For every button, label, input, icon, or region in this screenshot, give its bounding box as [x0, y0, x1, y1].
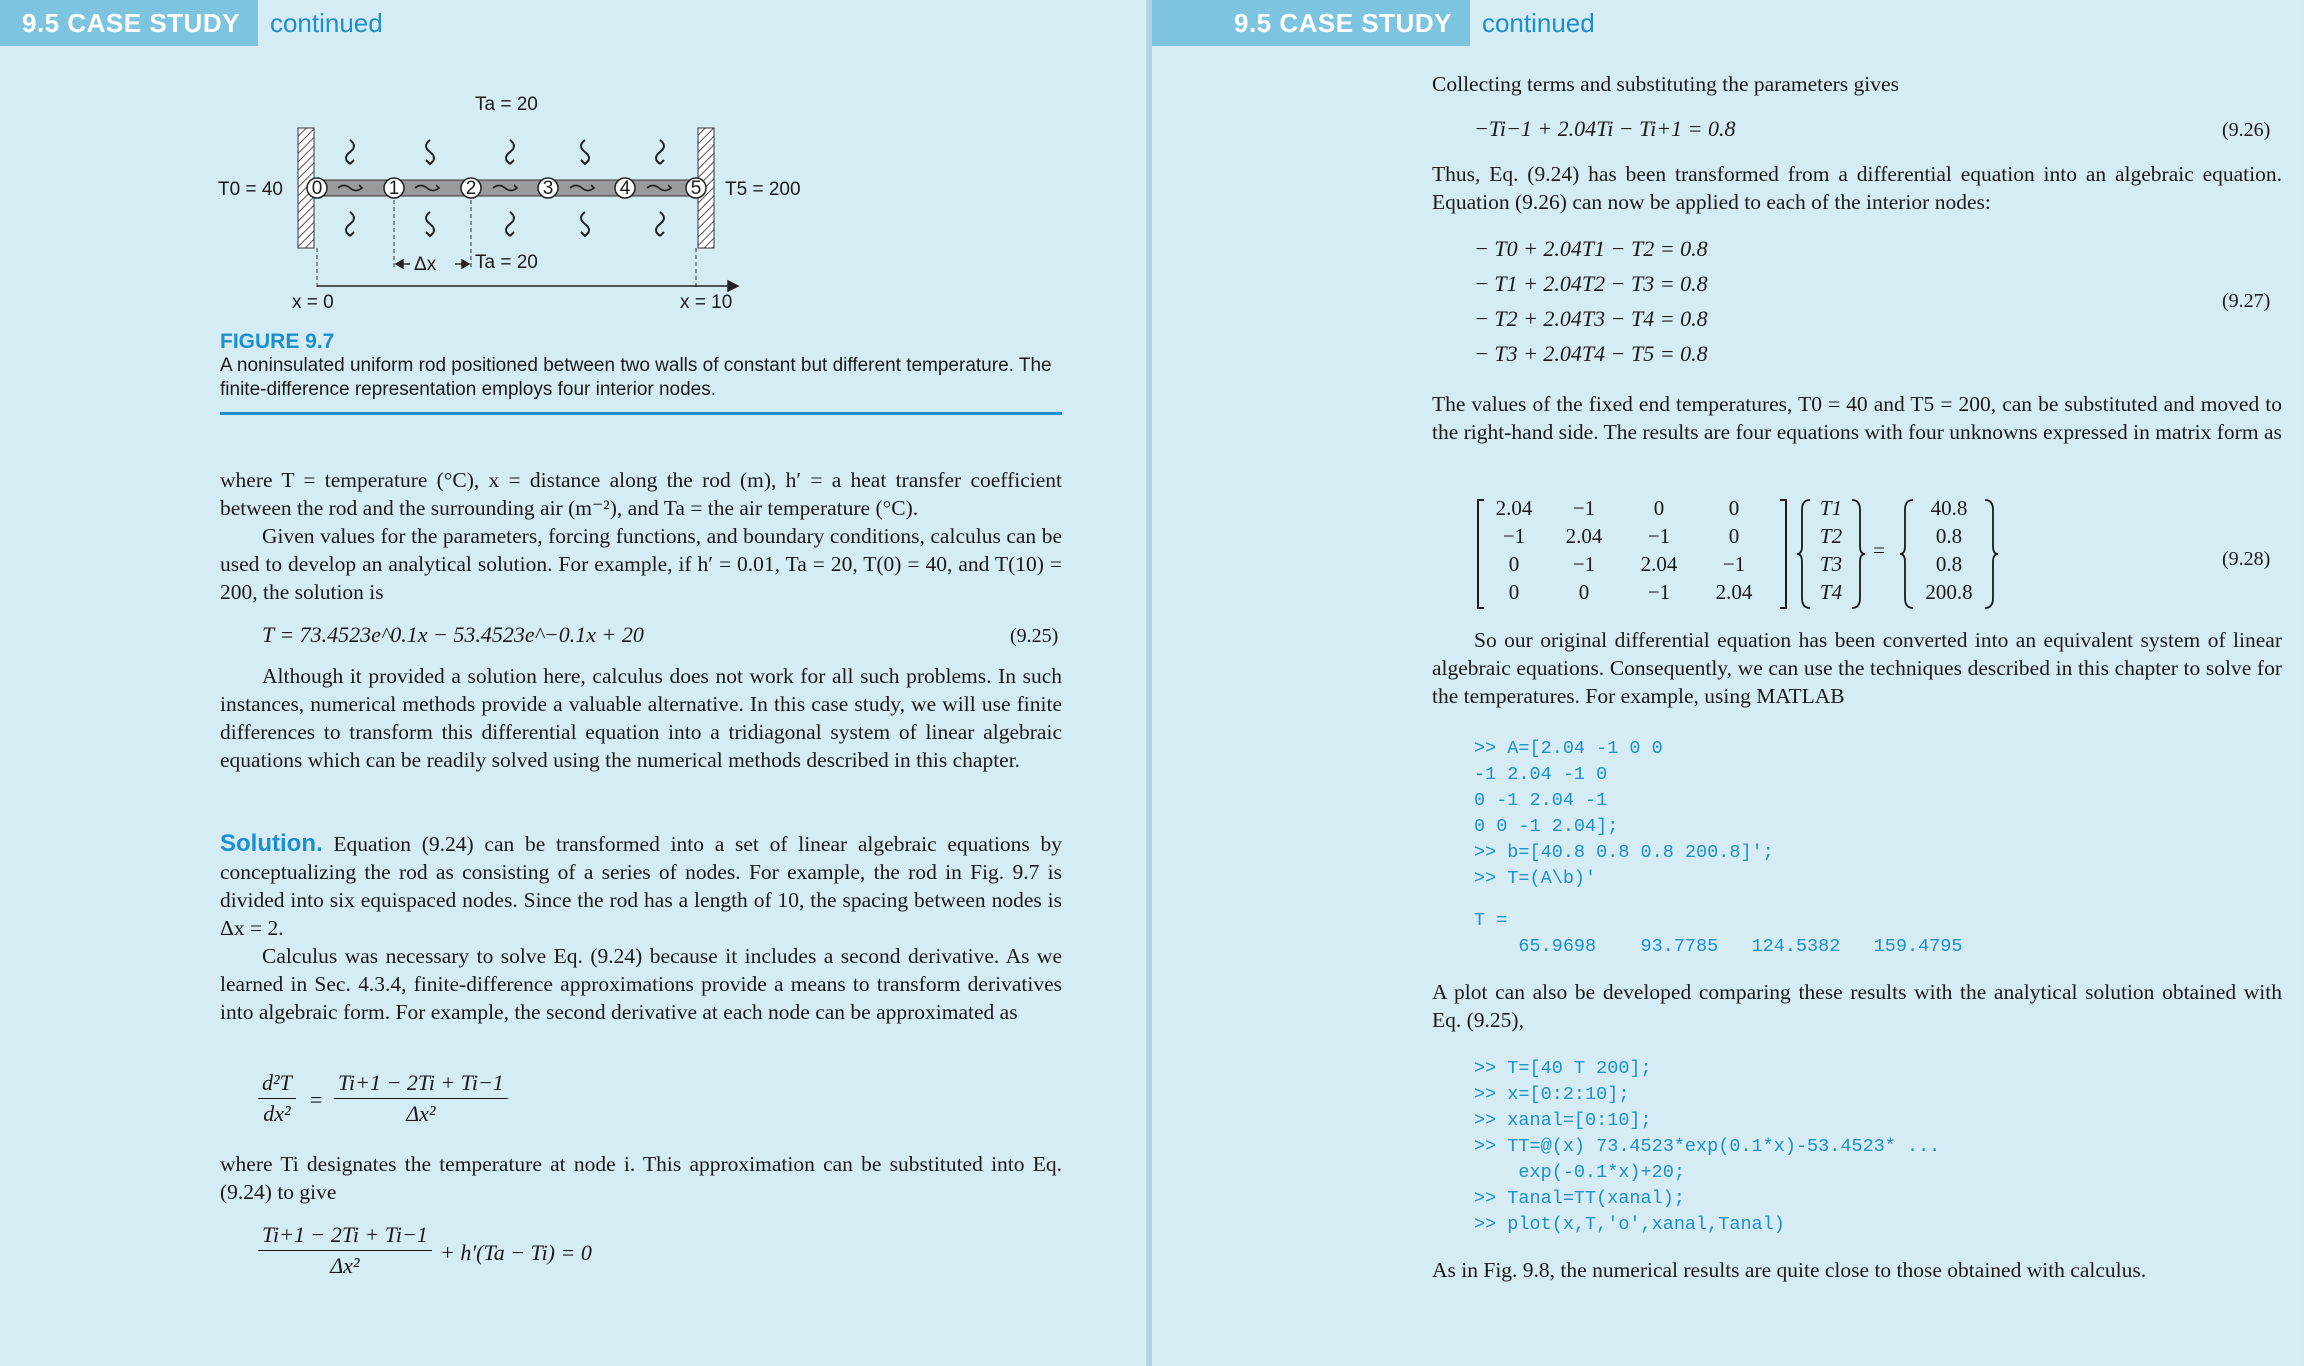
- left-running-header: [0, 0, 383, 46]
- equation-9-26: −Ti−1 + 2.04Ti − Ti+1 = 0.8: [1474, 116, 1736, 141]
- substitution-rest: + h′(Ta − Ti) = 0: [440, 1240, 592, 1265]
- matrix-cell: −1: [1647, 524, 1671, 548]
- node-0: [307, 178, 327, 199]
- fd-rhs-numerator: Ti+1 − 2Ti + Ti−1: [334, 1070, 508, 1099]
- ta-top-label: Ta = 20: [475, 94, 538, 115]
- equation-9-25: T = 73.4523e^0.1x − 53.4523e^−0.1x + 20: [262, 622, 644, 647]
- case-study-tag: 9.5 CASE STUDY: [0, 0, 258, 46]
- matrix-cell: 0: [1728, 524, 1740, 548]
- matlab-code-block-1: >> A=[2.04 -1 0 0 -1 2.04 -1 0 0 -1 2.04 -1 0 0 -1 2.04]; >> b=[40.8 0.8 0.8 200.8]'; >> T=(A\b)': [1474, 738, 1774, 889]
- rod-diagram: [210, 88, 830, 318]
- matrix-cell: −1: [1502, 524, 1526, 548]
- right-running-header: [1152, 0, 1595, 46]
- fd-lhs-numerator: d²T: [258, 1070, 296, 1099]
- rhs-value: 40.8: [1930, 496, 1968, 520]
- right-para-5: A plot can also be developed comparing these results with the analytical solution obtained with Eq. (9.25),: [1432, 980, 2282, 1032]
- matrix-cell: −1: [1572, 496, 1596, 520]
- rhs-value: 0.8: [1935, 552, 1963, 576]
- matrix-cell: 0: [1578, 580, 1590, 604]
- figure-label: FIGURE 9.7: [220, 330, 335, 353]
- fd-rhs-denominator: Δx²: [406, 1101, 436, 1126]
- left-para-3: Although it provided a solution here, calculus does not work for all such problems. In such instances, numerical methods provide a valuable alternative. In this case study, we will use finite differences to transform this differential equation into a tridiagonal system of linear algebraic equations which can be readily solved using the numerical methods described in this chapter.: [220, 664, 1062, 772]
- x0-label: x = 0: [292, 292, 334, 313]
- matrix-cell: 0: [1508, 580, 1520, 604]
- x10-label: x = 10: [680, 292, 733, 313]
- right-para-2: Thus, Eq. (9.24) has been transformed from a differential equation into an algebraic equation. Equation (9.26) can now be applied to each of the interior nodes:: [1432, 162, 2282, 214]
- equation-9-27-row-4: − T3 + 2.04T4 − T5 = 0.8: [1474, 341, 1708, 366]
- node-5: [686, 178, 706, 199]
- right-para-3: The values of the fixed end temperatures, T0 = 40 and T5 = 200, can be substituted and moved to the right-hand side. The results are four equations with four unknowns expressed in matrix form as: [1432, 392, 2282, 444]
- t0-label: T0 = 40: [218, 179, 283, 200]
- solution-heading: Solution.: [220, 830, 323, 857]
- continued-label-right: continued: [1481, 7, 1595, 38]
- right-para-4: So our original differential equation has been converted into an equivalent system of linear algebraic equations. Consequently, we can use the techniques described in this chapter to solve for the temperatures. For example, using MATLAB: [1432, 628, 2282, 708]
- matrix-cell: 0: [1653, 496, 1665, 520]
- right-page: [1152, 0, 2302, 1366]
- ta-bottom-label: Ta = 20: [475, 252, 538, 273]
- figure-caption: A noninsulated uniform rod positioned between two walls of constant but different temperature. The finite-difference representation employs four interior nodes.: [220, 355, 1052, 400]
- node-2: [461, 178, 481, 199]
- equation-9-27-row-2: − T1 + 2.04T2 − T3 = 0.8: [1474, 271, 1708, 296]
- matrix-cell: 2.04: [1640, 552, 1678, 576]
- equation-9-28-number: (9.28): [2222, 548, 2271, 570]
- x-axis: [317, 281, 738, 291]
- unknown-t2: T2: [1819, 524, 1843, 548]
- left-para-5: Calculus was necessary to solve Eq. (9.24) because it includes a second derivative. As we learned in Sec. 4.3.4, finite-difference approximations provide a means to transform derivatives into algebraic form. For example, the second derivative at each node can be approximated as: [220, 944, 1062, 1024]
- equation-9-26-number: (9.26): [2222, 119, 2271, 141]
- left-para-2: Given values for the parameters, forcing functions, and boundary conditions, calculus can be used to develop an analytical solution. For example, if h′ = 0.01, Ta = 20, T(0) = 40, and T(10) = 200, the solution is: [220, 524, 1062, 604]
- rhs-value: 0.8: [1935, 524, 1963, 548]
- matrix-cell: 0: [1728, 496, 1740, 520]
- right-para-6: As in Fig. 9.8, the numerical results are quite close to those obtained with calculus.: [1432, 1258, 2147, 1282]
- substitution-fraction: [258, 1222, 432, 1279]
- matrix-cell: 0: [1508, 552, 1520, 576]
- fd-lhs-fraction: [258, 1070, 296, 1127]
- left-para-6: where Ti designates the temperature at node i. This approximation can be substituted into Eq. (9.24) to give: [220, 1152, 1062, 1204]
- fd-equals: =: [310, 1087, 323, 1112]
- node-1: [384, 178, 404, 199]
- fd-lhs-denominator: dx²: [263, 1101, 291, 1126]
- left-para-1: where T = temperature (°C), x = distance along the rod (m), h′ = a heat transfer coefficient between the rod and the surrounding air (m⁻²), and Ta = the air temperature (°C).: [220, 468, 1062, 520]
- svg-text:5: 5: [690, 178, 702, 199]
- node-4: [615, 178, 635, 199]
- heat-arrows-top: [346, 140, 664, 164]
- svg-text:3: 3: [542, 178, 554, 199]
- matlab-output: T = 65.9698 93.7785 124.5382 159.4795: [1474, 910, 1963, 957]
- continued-label: continued: [269, 7, 383, 38]
- matrix-cell: −1: [1647, 580, 1671, 604]
- matlab-code-block-2: >> T=[40 T 200]; >> x=[0:2:10]; >> xanal=[0:10]; >> TT=@(x) 73.4523*exp(0.1*x)-53.4523* ... exp(-0.1*x)+20; >> Tanal=TT(xanal); >> plot(x,T,'o',xanal,Tanal): [1474, 1058, 1941, 1235]
- matrix-cell: 2.04: [1715, 580, 1753, 604]
- figure-rule: [220, 412, 1062, 415]
- node-3: [538, 178, 558, 199]
- svg-text:0: 0: [311, 178, 323, 199]
- equation-9-27-row-1: − T0 + 2.04T1 − T2 = 0.8: [1474, 236, 1708, 261]
- unknown-t4: T4: [1819, 580, 1843, 604]
- right-para-1: Collecting terms and substituting the parameters gives: [1432, 72, 1899, 96]
- matrix-cell: 2.04: [1495, 496, 1533, 520]
- matrix-equals: =: [1873, 538, 1885, 562]
- substitution-numerator: Ti+1 − 2Ti + Ti−1: [258, 1222, 432, 1251]
- equation-9-27-row-3: − T2 + 2.04T3 − T4 = 0.8: [1474, 306, 1708, 331]
- equation-9-27-number: (9.27): [2222, 290, 2271, 312]
- unknown-t3: T3: [1819, 552, 1843, 576]
- matrix-cell: 2.04: [1565, 524, 1603, 548]
- case-study-tag-right: 9.5 CASE STUDY: [1152, 0, 1470, 46]
- unknown-t1: T1: [1819, 496, 1843, 520]
- svg-text:2: 2: [465, 178, 477, 199]
- equation-9-25-number: (9.25): [1010, 625, 1059, 647]
- svg-text:4: 4: [619, 178, 631, 199]
- left-para-4: [220, 830, 1062, 942]
- left-page: [0, 0, 1150, 1366]
- t5-label: T5 = 200: [725, 179, 801, 200]
- fd-rhs-fraction: [334, 1070, 508, 1127]
- solution-text: Equation (9.24) can be transformed into a set of linear algebraic equations by conceptualizing the rod as consisting of a series of nodes. For example, the rod in Fig. 9.7 is divided into six equispaced nodes. Since the rod has a length of 10, the spacing between nodes is Δx = 2.: [220, 832, 1063, 940]
- dx-label: Δx: [414, 254, 437, 275]
- matrix-equation: [1474, 496, 2174, 612]
- substitution-denominator: Δx²: [330, 1253, 360, 1278]
- svg-text:1: 1: [388, 178, 400, 199]
- rhs-value: 200.8: [1925, 580, 1973, 604]
- matrix-cell: −1: [1722, 552, 1746, 576]
- matrix-cell: −1: [1572, 552, 1596, 576]
